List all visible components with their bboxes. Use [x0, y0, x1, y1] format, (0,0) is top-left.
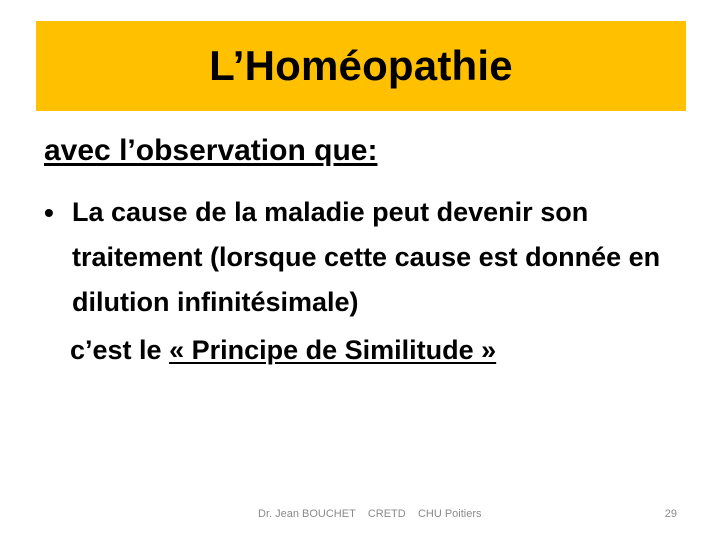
title-banner	[36, 21, 686, 111]
principle-line	[70, 328, 496, 373]
footer-text: Dr. Jean BOUCHET CRETD CHU Poitiers	[258, 508, 482, 520]
slide-title: L’Homéopathie	[209, 42, 513, 89]
subheading: avec l’observation que:	[44, 134, 378, 167]
bullet-list	[44, 190, 684, 325]
page-number: 29	[664, 508, 677, 520]
bullet-text: La cause de la maladie peut devenir son traitement (lorsque cette cause est donnée en dilution infinitésimale)	[72, 197, 661, 317]
principle-name: « Principe de Similitude »	[169, 335, 497, 365]
bullet-icon: •	[44, 197, 54, 228]
principle-prefix: c’est le	[70, 335, 170, 365]
bullet-item	[44, 190, 684, 325]
